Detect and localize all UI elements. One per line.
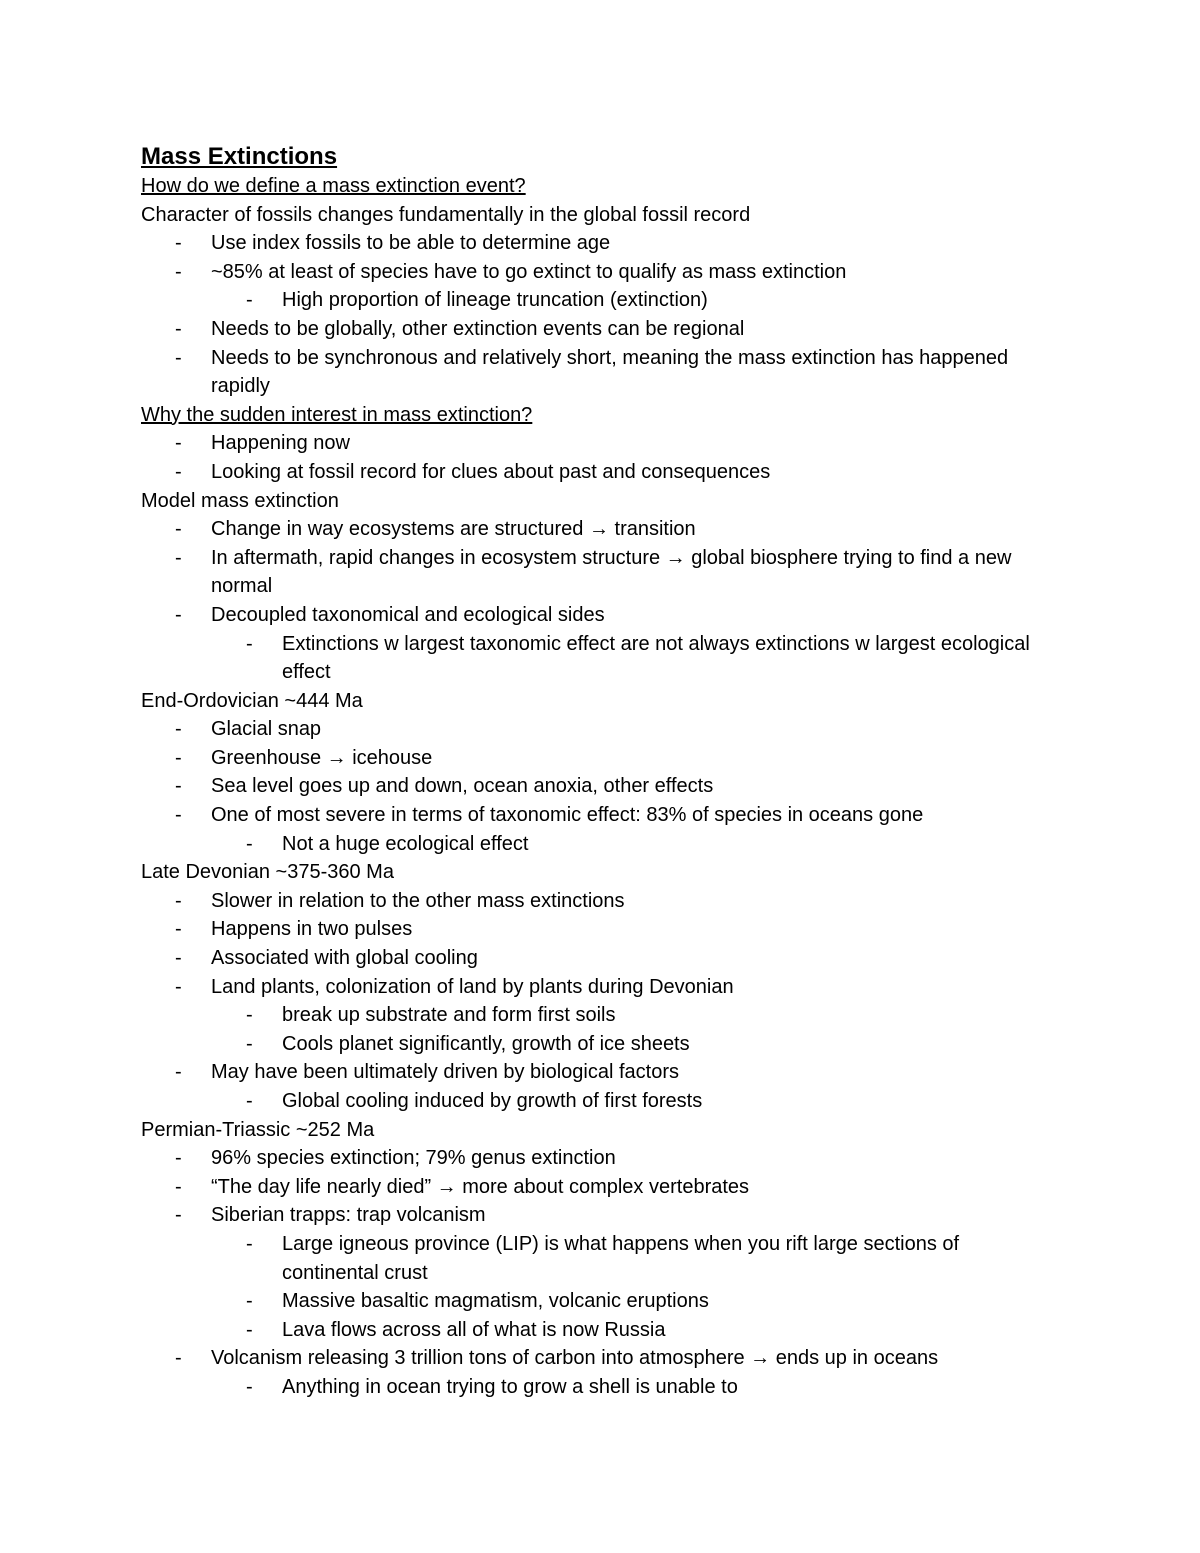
bullet-item (141, 801, 1041, 830)
bullet-list-level-2 (141, 1087, 1041, 1116)
bullet-list-level-1 (141, 1058, 1041, 1087)
bullet-dash: - (175, 804, 182, 827)
bullet-dash: - (175, 460, 182, 483)
bullet-item (141, 515, 1041, 544)
bullet-item (141, 315, 1041, 344)
bullet-text: Siberian trapps: trap volcanism (211, 1204, 486, 1227)
page-title: Mass Extinctions (141, 143, 338, 170)
bullet-item (141, 744, 1041, 773)
bullet-list-level-1 (141, 1144, 1041, 1230)
bullet-item (141, 429, 1041, 458)
bullet-dash: - (175, 232, 182, 255)
bullet-text: Not a huge ecological effect (282, 832, 529, 855)
bullet-item (141, 1144, 1041, 1173)
section-heading: Permian-Triassic ~252 Ma (141, 1118, 375, 1141)
bullet-item (141, 772, 1041, 801)
bullet-list-level-2 (141, 1001, 1041, 1058)
bullet-list-level-2 (141, 630, 1041, 687)
bullet-text: Massive basaltic magmatism, volcanic eruptions (282, 1290, 709, 1313)
bullet-text: One of most severe in terms of taxonomic effect: 83% of species in oceans gone (211, 804, 924, 827)
bullet-dash: - (246, 1318, 253, 1341)
bullet-text: Glacial snap (211, 718, 322, 741)
bullet-text: Change in way ecosystems are structured → transition (211, 518, 696, 541)
section-question: How do we define a mass extinction event? (141, 175, 526, 197)
bullet-dash: - (175, 603, 182, 626)
bullet-item (141, 915, 1041, 944)
bullet-text: Needs to be globally, other extinction events can be regional (211, 317, 745, 340)
bullet-text: Sea level goes up and down, ocean anoxia, other effects (211, 775, 714, 798)
bullet-list-level-1 (141, 515, 1041, 629)
bullet-list-level-2 (141, 1230, 1041, 1344)
bullet-list-level-2 (141, 830, 1041, 859)
bullet-item (141, 458, 1041, 487)
bullet-list-level-1 (141, 429, 1041, 486)
bullet-text: 96% species extinction; 79% genus extinction (211, 1147, 616, 1170)
bullet-text: Looking at fossil record for clues about past and consequences (211, 460, 771, 483)
bullet-dash: - (175, 1347, 182, 1370)
section-heading: End-Ordovician ~444 Ma (141, 689, 363, 712)
bullet-dash: - (175, 346, 182, 369)
bullet-list-level-1 (141, 715, 1041, 829)
bullet-dash: - (175, 1147, 182, 1170)
bullet-dash: - (175, 546, 182, 569)
bullet-text: Global cooling induced by growth of first forests (282, 1090, 703, 1112)
bullet-text: Happening now (211, 432, 350, 455)
bullet-text: Associated with global cooling (211, 947, 478, 970)
bullet-dash: - (175, 947, 182, 970)
bullet-text: Land plants, colonization of land by plants during Devonian (211, 975, 734, 998)
bullet-item (141, 715, 1041, 744)
bullet-item (141, 601, 1041, 630)
bullet-list-level-1 (141, 229, 1041, 286)
bullet-text: Slower in relation to the other mass extinctions (211, 889, 625, 912)
bullet-dash: - (175, 889, 182, 912)
bullet-dash: - (246, 1290, 253, 1313)
bullet-text: Use index fossils to be able to determine age (211, 232, 611, 255)
bullet-list-level-2 (141, 286, 1041, 315)
section-heading: Model mass extinction (141, 489, 339, 512)
bullet-text: ~85% at least of species have to go extinct to qualify as mass extinction (211, 260, 847, 283)
bullet-list-level-2 (141, 1373, 1041, 1402)
bullet-dash: - (175, 718, 182, 741)
bullet-item (141, 544, 1041, 601)
bullet-dash: - (246, 1232, 253, 1255)
bullet-text: Happens in two pulses (211, 918, 413, 941)
bullet-item (141, 1230, 1041, 1287)
section-heading: Character of fossils changes fundamentally in the global fossil record (141, 203, 751, 226)
bullet-dash: - (175, 317, 182, 340)
bullet-list-level-1 (141, 887, 1041, 1001)
bullet-dash: - (175, 260, 182, 283)
bullet-dash: - (175, 1204, 182, 1227)
bullet-item (141, 1201, 1041, 1230)
bullet-item (141, 1087, 1041, 1116)
bullet-text: Decoupled taxonomical and ecological sides (211, 603, 605, 626)
bullet-item (141, 973, 1041, 1002)
bullet-text: Anything in ocean trying to grow a shell is unable to (282, 1375, 738, 1398)
bullet-text: break up substrate and form first soils (282, 1004, 616, 1027)
bullet-dash: - (175, 975, 182, 998)
bullet-text: Volcanism releasing 3 trillion tons of carbon into atmosphere → ends up in oceans (211, 1347, 939, 1370)
bullet-item (141, 286, 1041, 315)
bullet-item (141, 1030, 1041, 1059)
bullet-text: Needs to be synchronous and relatively short, meaning the mass extinction has happened rapidly (211, 346, 1009, 398)
bullet-list-level-1 (141, 1344, 1041, 1373)
bullet-item (141, 1173, 1041, 1202)
bullet-text: Large igneous province (LIP) is what happens when you rift large sections of continental crust (282, 1232, 960, 1284)
bullet-dash: - (175, 518, 182, 541)
bullet-dash: - (246, 1004, 253, 1027)
bullet-item (141, 1344, 1041, 1373)
bullet-text: May have been ultimately driven by biological factors (211, 1061, 680, 1084)
bullet-text: High proportion of lineage truncation (extinction) (282, 289, 708, 312)
bullet-item (141, 229, 1041, 258)
bullet-dash: - (175, 1061, 182, 1084)
notes-content (141, 172, 1041, 1402)
document-body (141, 142, 1041, 1402)
bullet-dash: - (246, 1090, 253, 1112)
section-question: Why the sudden interest in mass extinction? (141, 403, 533, 426)
bullet-dash: - (175, 1175, 182, 1198)
section-heading: Late Devonian ~375-360 Ma (141, 861, 394, 884)
bullet-item (141, 1373, 1041, 1402)
bullet-item (141, 944, 1041, 973)
bullet-dash: - (175, 918, 182, 941)
bullet-list-level-1 (141, 315, 1041, 401)
bullet-text: Greenhouse → icehouse (211, 746, 433, 769)
bullet-dash: - (175, 746, 182, 769)
bullet-item (141, 258, 1041, 287)
bullet-dash: - (246, 832, 253, 855)
bullet-text: “The day life nearly died” → more about complex vertebrates (211, 1175, 750, 1198)
bullet-item (141, 1058, 1041, 1087)
bullet-dash: - (246, 1375, 253, 1398)
bullet-item (141, 1001, 1041, 1030)
bullet-dash: - (175, 432, 182, 455)
bullet-item (141, 887, 1041, 916)
bullet-item (141, 830, 1041, 859)
bullet-item (141, 344, 1041, 401)
bullet-text: In aftermath, rapid changes in ecosystem structure → global biosphere trying to find a new normal (211, 546, 1012, 598)
bullet-text: Cools planet significantly, growth of ice sheets (282, 1032, 690, 1055)
bullet-item (141, 630, 1041, 687)
bullet-dash: - (246, 1032, 253, 1055)
bullet-dash: - (175, 775, 182, 798)
bullet-text: Lava flows across all of what is now Russia (282, 1318, 666, 1341)
bullet-dash: - (246, 289, 253, 312)
bullet-dash: - (246, 632, 253, 655)
bullet-item (141, 1287, 1041, 1316)
bullet-text: Extinctions w largest taxonomic effect are not always extinctions w largest ecological effect (282, 632, 1030, 684)
bullet-item (141, 1316, 1041, 1345)
